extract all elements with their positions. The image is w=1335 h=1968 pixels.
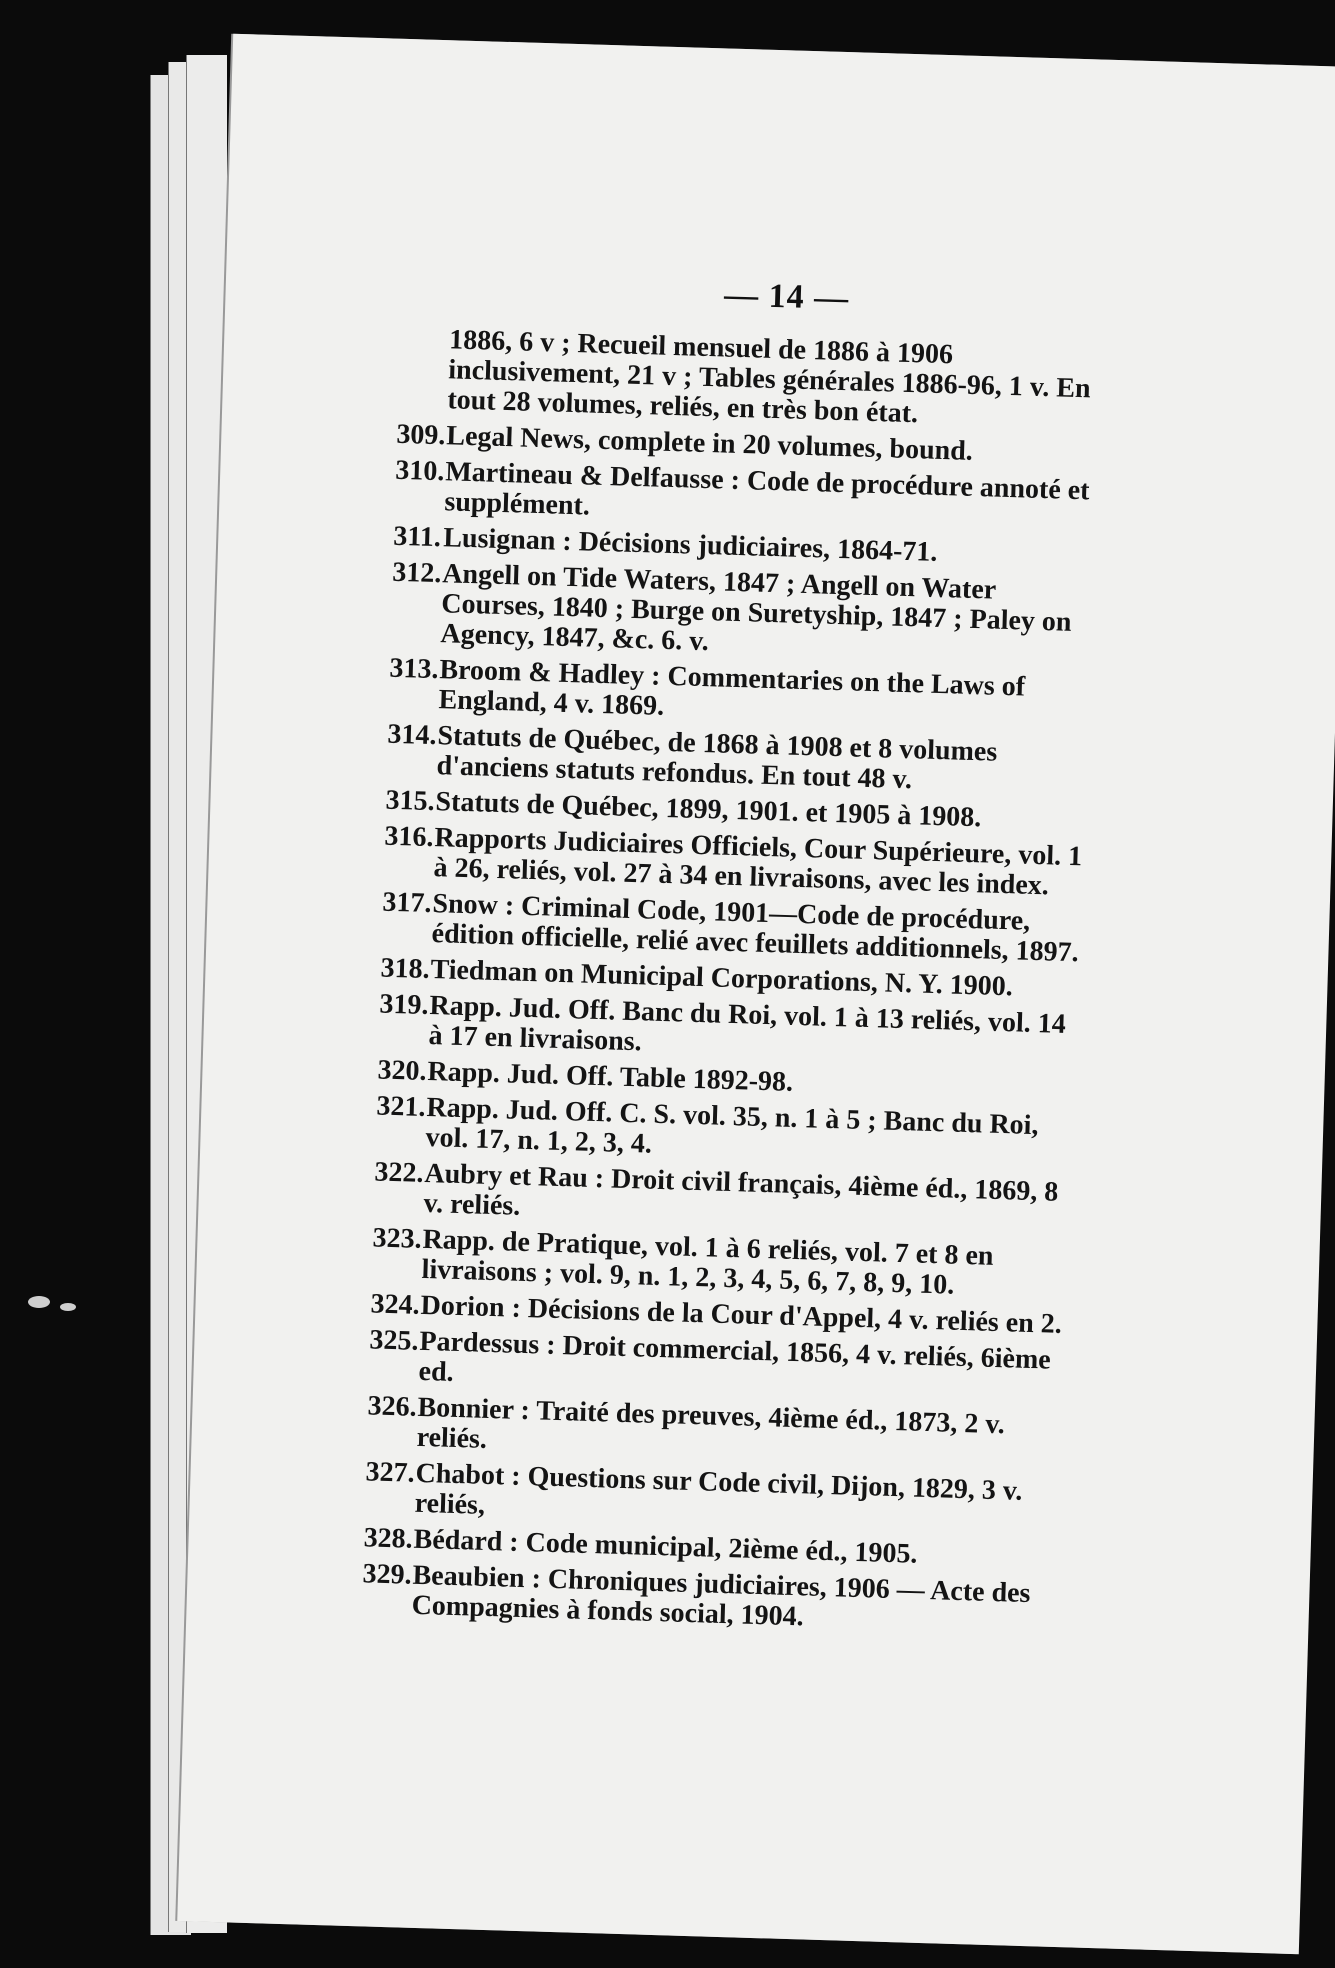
scan-speck [28, 1296, 50, 1308]
page-number: — 14 — [723, 276, 850, 318]
entry-text: Snow : Criminal Code, 1901—Code de procédure, édition officielle, relié avec feuillets additionnels, 1897. [431, 888, 1080, 969]
entry-number: 320. [377, 1054, 428, 1087]
entry-number: 329. [362, 1558, 413, 1591]
entry-number: 317. [382, 886, 432, 920]
entry-number: 327. [365, 1456, 416, 1489]
entry-text: Angell on Tide Waters, 1847 ; Angell on Water Courses, 1840 ; Burge on Suretyship, 1847 ; Paley on Agency, 1847, &c. 6. v. [440, 558, 1072, 658]
entry-number: 310. [394, 454, 445, 488]
catalogue-entry [390, 558, 1092, 669]
entry-text: Aubry et Rau : Droit civil français, 4ième éd., 1869, 8 v. reliés. [423, 1157, 1059, 1222]
entry-number: 313. [389, 652, 439, 686]
entry-number: 322. [374, 1156, 424, 1189]
document-page [177, 34, 1335, 1954]
entry-text: Bédard : Code municipal, 2ième éd., 1905. [413, 1523, 918, 1570]
entry-text: Rapp. Jud. Off. Banc du Roi, vol. 1 à 13 reliés, vol. 14 à 17 en livraisons. [428, 990, 1067, 1058]
entry-number: 314. [387, 718, 437, 752]
entry-text: Rapp. Jud. Off. Table 1892-98. [427, 1056, 794, 1098]
entry-number: 312. [391, 556, 442, 590]
entry-text: Broom & Hadley : Commentaries on the Laws of England, 4 v. 1869. [438, 654, 1026, 722]
entry-text: Chabot : Questions sur Code civil, Dijon, 1829, 3 v. reliés, [414, 1457, 1023, 1521]
entry-text: Martineau & Delfausse : Code de procédure annoté et supplément. [444, 456, 1090, 522]
entry-text: Statuts de Québec, 1899, 1901. et 1905 à 1908. [435, 786, 982, 834]
entry-number: 319. [379, 988, 429, 1021]
entry-number: 309. [395, 418, 446, 452]
entry-text: Lusignan : Décisions judiciaires, 1864-71. [442, 522, 938, 568]
entry-number: 328. [363, 1522, 414, 1555]
entry-number: 316. [384, 820, 434, 854]
entry-number: 318. [380, 952, 431, 986]
entry-text: Bonnier : Traité des preuves, 4ième éd., 1873, 2 v. reliés. [416, 1391, 1006, 1455]
entry-text: Legal News, complete in 20 volumes, bound. [445, 420, 974, 467]
entry-text: Statuts de Québec, de 1868 à 1908 et 8 volumes d'anciens statuts refondus. En tout 48 v. [436, 720, 998, 796]
entry-number: 323. [372, 1222, 423, 1255]
catalogue-entry [361, 1559, 1062, 1640]
continued-entry-text: 1886, 6 v ; Recueil mensuel de 1886 à 1906 inclusivement, 21 v ; Tables générales 1886-96, 1 v. En tout 28 volumes, reliés, en très bon état. [447, 324, 1092, 430]
catalogue-listing [361, 324, 1099, 1646]
entry-text: Dorion : Décisions de la Cour d'Appel, 4 v. reliés en 2. [420, 1289, 1063, 1340]
entry-text: Rapports Judiciaires Officiels, Cour Supérieure, vol. 1 à 26, reliés, vol. 27 à 34 en livraisons, avec les index. [433, 822, 1083, 902]
entry-list [361, 420, 1096, 1640]
entry-text: Beaubien : Chroniques judiciaires, 1906 — Acte des Compagnies à fonds social, 1904. [411, 1559, 1031, 1633]
entry-text: Pardessus : Droit commercial, 1856, 4 v. reliés, 6ième ed. [418, 1325, 1052, 1388]
entry-number: 315. [385, 784, 436, 818]
entry-number: 321. [376, 1090, 426, 1123]
scan-speck [60, 1303, 76, 1311]
entry-text: Tiedman on Municipal Corporations, N. Y. 1900. [430, 954, 1014, 1003]
entry-number: 311. [392, 520, 442, 554]
entry-number: 326. [367, 1390, 418, 1423]
entry-number: 325. [369, 1324, 420, 1357]
entry-text: Rapp. Jud. Off. C. S. vol. 35, n. 1 à 5 ; Banc du Roi, vol. 17, n. 1, 2, 3, 4. [425, 1091, 1039, 1160]
entry-text: Rapp. de Pratique, vol. 1 à 6 reliés, vol. 7 et 8 en livraisons ; vol. 9, n. 1, 2, 3, 4, 5, 6, 7, 8, 9, 10. [421, 1223, 994, 1301]
entry-number: 324. [370, 1288, 421, 1321]
